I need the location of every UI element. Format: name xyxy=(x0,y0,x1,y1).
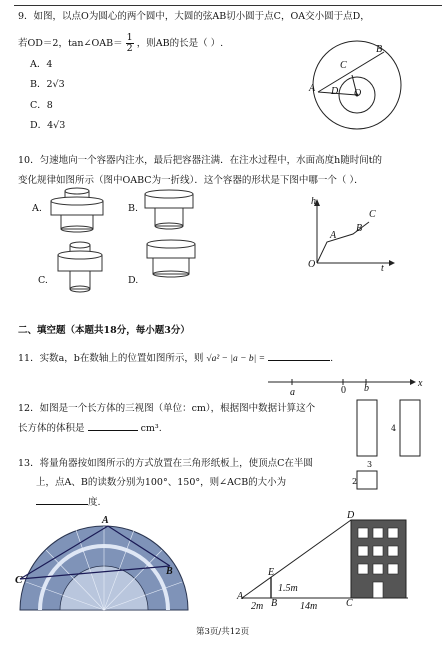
q14-building-figure xyxy=(240,514,410,604)
q14-label-a: A xyxy=(237,591,244,602)
q13-label-a: A xyxy=(102,515,109,526)
q12-line2-a: 长方体的体积是 xyxy=(18,423,85,434)
q13-label-b: B xyxy=(166,566,173,577)
q9-option-c: C．8 xyxy=(30,100,53,111)
q12-line1: 12．如图是一个长方体的三视图（单位：cm），根据图中数据计算这个 xyxy=(18,403,316,414)
q14-measure-2m: 2m xyxy=(251,601,264,612)
q10-option-a-label: A. xyxy=(32,203,42,214)
q13-answer-blank[interactable] xyxy=(36,504,88,505)
q14-label-b: B xyxy=(271,598,278,609)
q12-dim-4: 4 xyxy=(391,424,397,433)
q11-axis-zero: 0 xyxy=(341,385,346,396)
q11-axis-a: a xyxy=(290,387,295,398)
q14-label-c: C xyxy=(346,598,353,609)
q9-label-b: B xyxy=(376,44,383,55)
q13-line3 xyxy=(36,494,101,508)
q10-container-a xyxy=(48,187,106,237)
q11-expression: √a² − |a − b| = xyxy=(206,354,266,364)
top-rule xyxy=(14,5,442,6)
q9-line2-b: ，则AB的长是（ ）. xyxy=(136,38,224,49)
q10-line2: 变化规律如图所示（图中OABC为一折线）．这个容器的形状是下图中哪一个（ ）． xyxy=(18,175,364,186)
q9-fraction xyxy=(126,33,134,54)
q14-label-d: D xyxy=(347,510,355,521)
page-footer: 第3页/共12页 xyxy=(196,627,250,637)
q12-dim-2: 2 xyxy=(352,477,358,486)
q10-container-b xyxy=(143,190,195,240)
q10-container-c xyxy=(54,239,106,297)
q12-line2 xyxy=(18,420,162,434)
q9-frac-num: 1 xyxy=(126,32,133,43)
q9-line1: 9．如图，以点O为圆心的两个圆中，大圆的弦AB切小圆于点C，OA交小圆于点D， xyxy=(18,11,370,22)
q9-frac-den: 2 xyxy=(126,43,133,54)
q10-graph-c: C xyxy=(369,209,376,220)
q11-axis-x: x xyxy=(418,378,423,389)
q10-option-b-label: B. xyxy=(128,203,139,214)
q9-label-o: O xyxy=(354,88,362,99)
q9-label-a: A xyxy=(309,83,316,94)
q13-line2: 上，点A、B的读数分别为100°、150°，则∠ACB的大小为 xyxy=(36,477,287,488)
q11-end: . xyxy=(330,353,334,364)
q10-graph-o: O xyxy=(308,259,316,270)
q13-label-c: C xyxy=(15,574,23,586)
q10-graph-a: A xyxy=(330,230,337,241)
q14-measure-1-5m: 1.5m xyxy=(278,583,298,594)
q9-label-c: C xyxy=(340,60,347,71)
q9-label-d: D xyxy=(331,86,339,97)
q14-measure-14m: 14m xyxy=(300,601,318,612)
q12-dim-3: 3 xyxy=(367,460,373,469)
q9-line2 xyxy=(18,33,223,54)
q13-unit: 度. xyxy=(88,497,101,508)
q9-option-a: A．4 xyxy=(30,59,53,70)
q14-label-e: E xyxy=(268,567,275,578)
q9-circle-figure xyxy=(312,40,402,130)
q12-answer-blank[interactable] xyxy=(88,430,138,431)
q11-line xyxy=(18,350,333,364)
q10-graph-b: B xyxy=(356,223,363,234)
q12-three-views xyxy=(356,399,422,497)
section-2-heading: 二、填空题（本题共18分，每小题3分） xyxy=(18,325,190,336)
q11-text: 11．实数a，b在数轴上的位置如图所示，则 xyxy=(18,353,204,364)
q9-option-b: B．2√3 xyxy=(30,79,65,90)
q10-container-d xyxy=(145,238,197,288)
q9-line2-a: 若OD＝2，tan∠OAB＝ xyxy=(18,38,123,49)
q11-answer-blank[interactable] xyxy=(268,360,330,361)
q12-unit: cm³. xyxy=(140,423,162,434)
q9-option-d: D．4√3 xyxy=(30,120,66,131)
q10-line1: 10．匀速地向一个容器内注水，最后把容器注满．在注水过程中，水面高度h随时间t的 xyxy=(18,155,383,166)
q11-axis-b: b xyxy=(364,383,369,394)
q10-option-c-label: C. xyxy=(38,275,48,286)
q10-graph-h: h xyxy=(311,196,316,207)
q13-line1: 13．将量角器按如图所示的方式放置在三角形纸板上，使顶点C在半圆 xyxy=(18,458,313,469)
q10-option-d-label: D. xyxy=(128,275,139,286)
q10-graph-t: t xyxy=(381,263,384,274)
